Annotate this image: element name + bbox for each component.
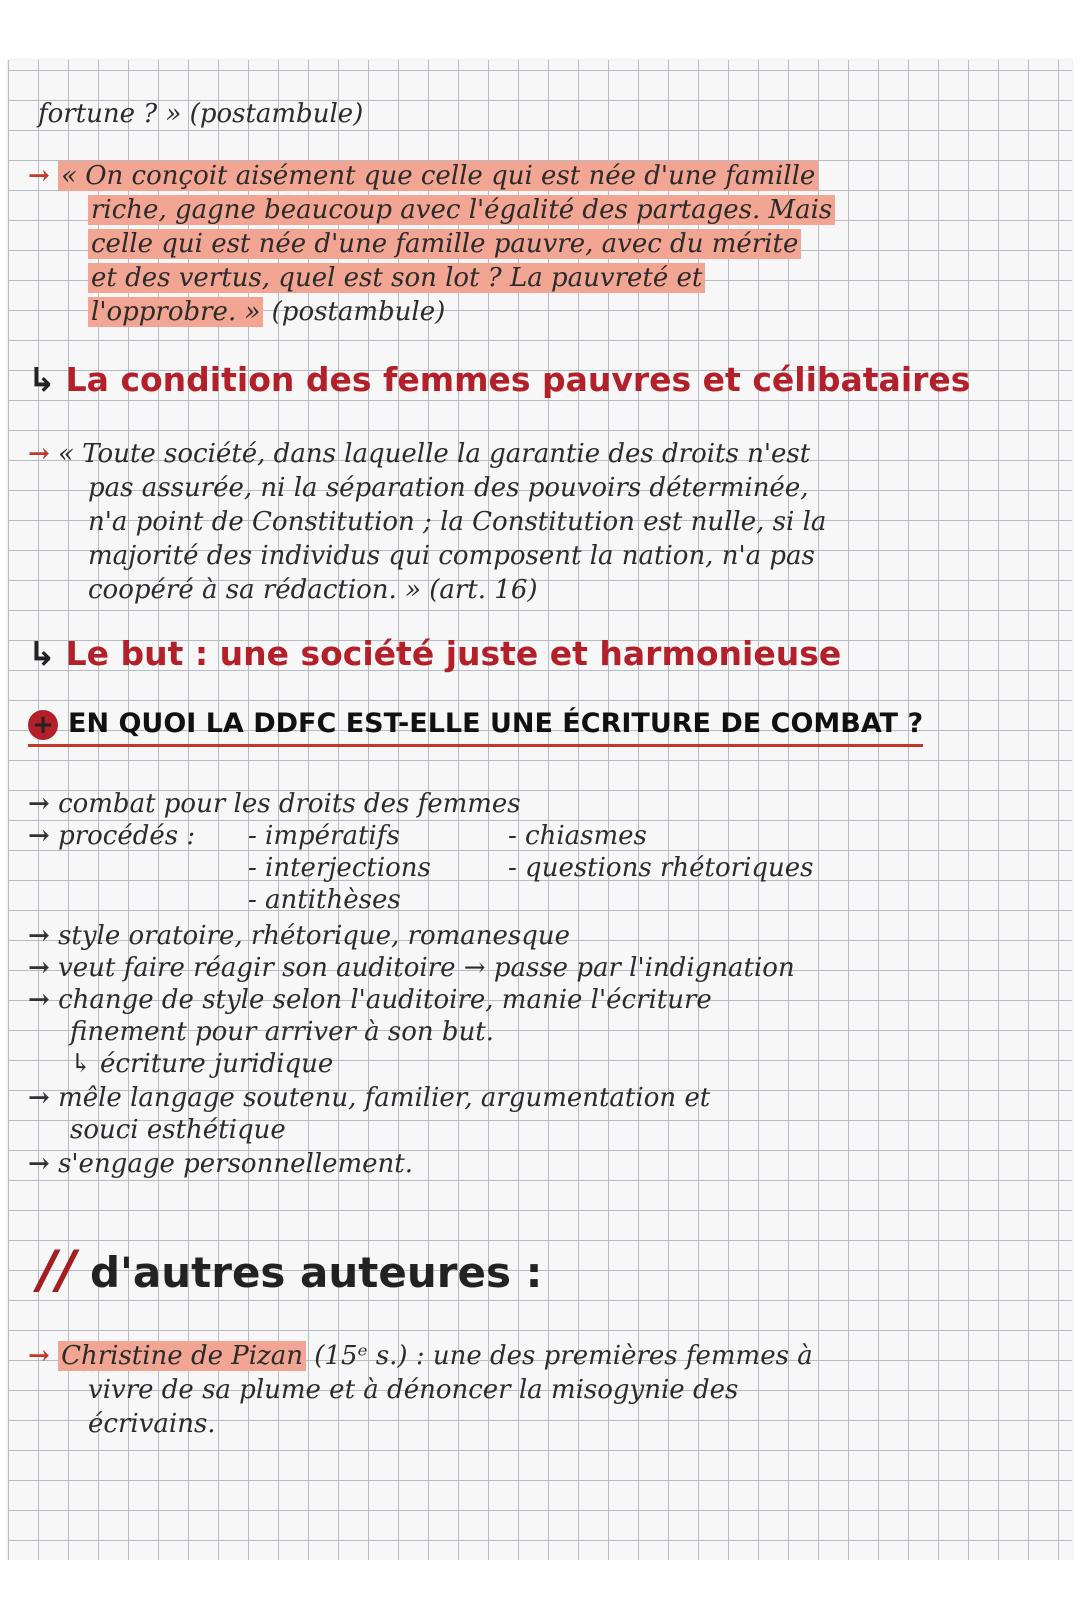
- arrow-icon: →: [28, 1149, 50, 1179]
- arrow-icon: →: [28, 1083, 50, 1113]
- turn-arrow-icon: ↳: [28, 634, 56, 673]
- heading-condition-text: La condition des femmes pauvres et célibataires: [65, 360, 971, 399]
- point-mele-line2: souci esthétique: [70, 1115, 286, 1145]
- point-combat-text: combat pour les droits des femmes: [58, 789, 521, 819]
- point-change: [28, 984, 712, 1016]
- quote2-line4: majorité des individus qui composent la nation, n'a pas: [88, 541, 815, 571]
- question-text: EN QUOI LA DDFC EST-ELLE UNE ÉCRITURE DE COMBAT ?: [68, 708, 924, 739]
- double-slash-icon: //: [38, 1240, 76, 1300]
- point-style-text: style oratoire, rhétorique, romanesque: [58, 921, 571, 951]
- point-reagir-text: veut faire réagir son auditoire → passe par l'indignation: [58, 953, 795, 983]
- procedes-left-2: - interjections: [248, 853, 431, 883]
- section2-title: d'autres auteures :: [89, 1248, 543, 1297]
- section2-heading: [38, 1240, 543, 1300]
- quote1-line4: [88, 262, 705, 294]
- quote1-text1: « On conçoit aisément que celle qui est née d'une famille: [58, 161, 818, 191]
- arrow-icon: →: [28, 985, 50, 1015]
- point-procedes-label: procédés :: [58, 821, 196, 851]
- pizan-name: Christine de Pizan: [58, 1341, 306, 1371]
- arrow-icon: →: [28, 921, 50, 951]
- quote2-line3: n'a point de Constitution ; la Constitution est nulle, si la: [88, 507, 827, 537]
- point-change-line3: ↳ écriture juridique: [70, 1049, 334, 1079]
- arrow-icon: →: [28, 789, 50, 819]
- turn-arrow-icon: ↳: [28, 360, 56, 399]
- procedes-left-1: - impératifs: [248, 821, 400, 851]
- arrow-icon: →: [28, 439, 50, 469]
- quote1-text4: et des vertus, quel est son lot ? La pauvreté et: [88, 263, 705, 293]
- grid-paper-sheet: [8, 60, 1072, 1560]
- quote2-line5: coopéré à sa rédaction. » (art. 16): [88, 575, 538, 605]
- point-style: [28, 920, 570, 952]
- intro-line: fortune ? » (postambule): [38, 99, 364, 129]
- point-combat: [28, 788, 521, 820]
- point-change-text: change de style selon l'auditoire, manie l'écriture: [58, 985, 712, 1015]
- arrow-icon: →: [28, 161, 50, 191]
- point-engage-text: s'engage personnellement.: [58, 1149, 413, 1179]
- point-engage: [28, 1148, 413, 1180]
- quote1-text3: celle qui est née d'une famille pauvre, avec du mérite: [88, 229, 801, 259]
- quote2-line1: [28, 438, 810, 470]
- pizan-line3: écrivains.: [88, 1409, 216, 1439]
- point-procedes: [28, 820, 195, 852]
- quote2-text1: « Toute société, dans laquelle la garantie des droits n'est: [58, 439, 811, 469]
- heading-condition: [28, 360, 970, 400]
- pizan-line1: [28, 1340, 813, 1372]
- quote1-line1: [28, 160, 818, 192]
- bottom-background: [0, 1560, 1080, 1620]
- procedes-right-2: - questions rhétoriques: [508, 853, 814, 883]
- arrow-icon: →: [28, 1341, 50, 1371]
- procedes-right-1: - chiasmes: [508, 821, 647, 851]
- quote1-line3: [88, 228, 801, 260]
- point-change-line2: finement pour arriver à son but.: [70, 1017, 495, 1047]
- heading-but-text: Le but : une société juste et harmonieuse: [65, 634, 842, 673]
- quote1-source: (postambule): [263, 297, 446, 327]
- procedes-left-3: - antithèses: [248, 885, 401, 915]
- quote1-text2: riche, gagne beaucoup avec l'égalité des partages. Mais: [88, 195, 835, 225]
- quote1-text5: l'opprobre. »: [88, 297, 263, 327]
- arrow-icon: →: [28, 953, 50, 983]
- arrow-icon: →: [28, 821, 50, 851]
- point-reagir: [28, 952, 795, 984]
- point-mele-text: mêle langage soutenu, familier, argumentation et: [58, 1083, 711, 1113]
- quote1-line5: [88, 296, 445, 328]
- question-heading: [28, 706, 923, 747]
- quote1-line2: [88, 194, 835, 226]
- pizan-line1-tail: (15ᵉ s.) : une des premières femmes à: [306, 1341, 813, 1371]
- point-mele: [28, 1082, 710, 1114]
- heading-but: [28, 634, 841, 674]
- quote2-line2: pas assurée, ni la séparation des pouvoirs déterminée,: [88, 473, 809, 503]
- pizan-line2: vivre de sa plume et à dénoncer la misogynie des: [88, 1375, 739, 1405]
- plus-circle-icon: +: [28, 710, 58, 740]
